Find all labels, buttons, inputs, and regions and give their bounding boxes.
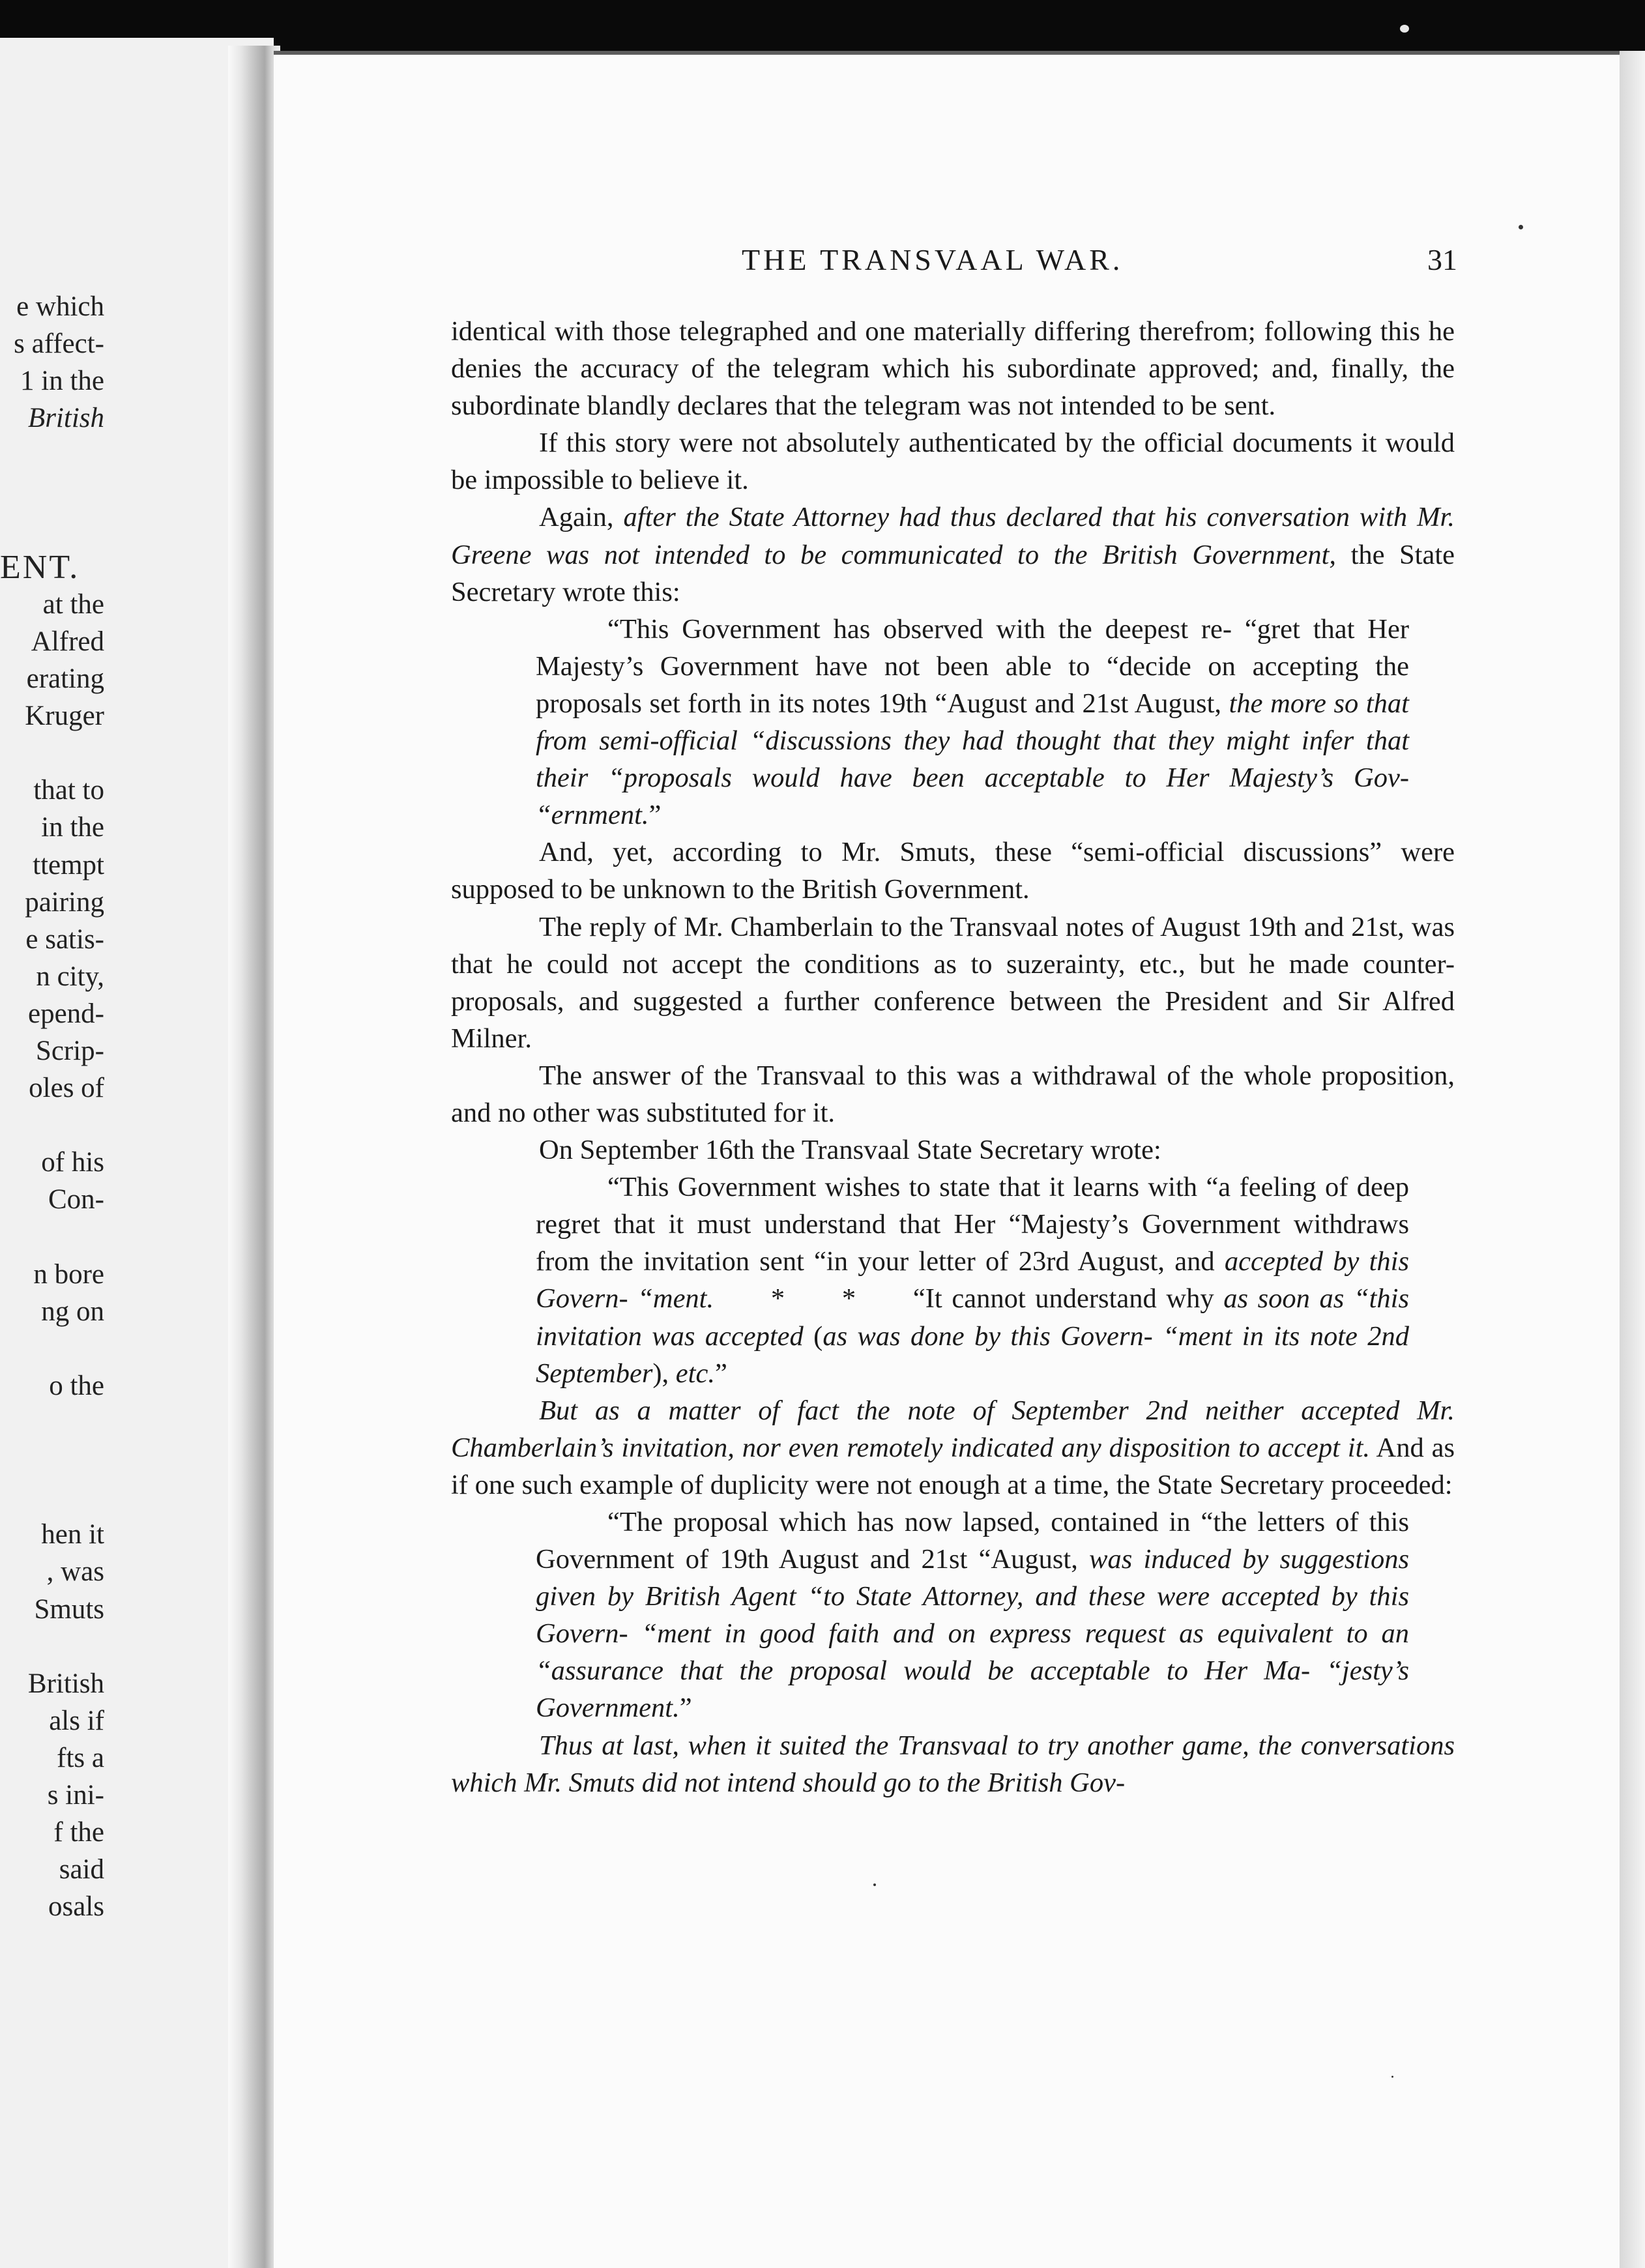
left-page-line-fragment: epend- [28, 998, 104, 1029]
left-page-line-fragment: pairing [25, 886, 104, 918]
text-run: “This Government wishes to state that it learns with “a feeling of deep regret that it must understand that Her “Majesty’s Government withdraws from the invitation sent “in your letter of 23rd August, and [536, 1172, 1409, 1277]
left-page-text-fragments [0, 288, 104, 2048]
text-run: Again, [539, 502, 624, 533]
paragraph [451, 313, 1455, 424]
left-page-line-fragment: e which [16, 291, 104, 322]
italic-text: after the State Attorney had thus declared that his conversation with Mr. Greene was not intended to be communicated to the British Government, [451, 502, 1455, 570]
left-page-line-fragment: British [27, 403, 104, 434]
left-page-line-fragment: that to [33, 775, 104, 806]
page-number: 31 [1427, 243, 1457, 276]
text-run: ” [714, 1358, 727, 1389]
italic-text: accepted by this Govern- “ment. [536, 1246, 1410, 1315]
italic-text: But as a matter of fact the note of September 2nd neither accepted Mr. Chamberlain’s invitation, nor even remotely indicated any disposition to accept it. [451, 1395, 1455, 1463]
text-run: And as if one such example of duplicity were not enough at a time, the State Secretary proceeded: [451, 1432, 1455, 1500]
italic-text: was induced by suggestions given by British Agent “to State Attorney, and these were accepted by this Govern- “ment in good faith and on express request as equivalent to an “assurance that the proposal would be acceptable to Her Ma- “jesty’s Government. [536, 1544, 1409, 1724]
ink-speck [873, 1883, 876, 1886]
running-head: THE TRANSVAAL WAR. [742, 243, 1124, 276]
italic-text: as soon as “this invitation was accepted [536, 1283, 1409, 1352]
text-run: “This Government has observed with the deepest re- “gret that Her Majesty’s Government have not been able to “decide on accepting the proposals set forth in its notes 19th “August and 21st August, [536, 613, 1409, 719]
text-run: And, yet, according to Mr. Smuts, these “semi-official discussions” were supposed to be unknown to the British Government. [451, 837, 1455, 905]
text-run: On September 16th the Transvaal State Secretary wrote: [539, 1135, 1161, 1166]
text-run: identical with those telegraphed and one materially differing therefrom; following this he denies the accuracy of the telegram which his subordinate approved; and, finally, the subordinate blandly declares that the telegram was not intended to be sent. [451, 316, 1455, 422]
left-page-line-fragment: Alfred [31, 626, 104, 657]
text-run: The answer of the Transvaal to this was a withdrawal of the whole proposition, and no other was substituted for it. [451, 1060, 1455, 1128]
left-page-line-fragment: , was [46, 1556, 104, 1588]
left-page-line-fragment: o the [49, 1370, 104, 1401]
page-top-edge [274, 51, 1623, 55]
body-text [451, 313, 1455, 1801]
paragraph [451, 424, 1455, 499]
left-page-line-fragment: fts a [57, 1742, 104, 1773]
block-quote [536, 1169, 1409, 1392]
italic-text: Thus at last, when it suited the Transvaal to try another game, the conversations which Mr. Smuts did not intend should go to the British Gov- [451, 1730, 1455, 1798]
block-quote [536, 1504, 1409, 1727]
paragraph [451, 1057, 1455, 1131]
ink-speck [1391, 2076, 1393, 2078]
left-page-heading-fragment: ENT. [0, 548, 80, 586]
text-run: ” [648, 800, 662, 831]
left-page-line-fragment: Scrip- [35, 1036, 104, 1066]
left-page-line-fragment: n city, [36, 961, 104, 992]
left-page-line-fragment: 1 in the [20, 366, 104, 397]
ink-speck [1519, 225, 1523, 229]
text-run: The reply of Mr. Chamberlain to the Transvaal notes of August 19th and 21st, was that he could not accept the conditions as to suzerainty, etc., but he made counter-proposals, and suggested a further conference between the President and Sir Alfred Milner. [451, 911, 1455, 1054]
paragraph [451, 909, 1455, 1057]
text-run: ), [652, 1358, 676, 1389]
left-page-line-fragment: s ini- [47, 1780, 104, 1810]
left-page-line-fragment: at the [42, 589, 104, 620]
italic-text: as was done by this Govern- “ment in its note 2nd September [536, 1320, 1409, 1389]
page-right-edge [1620, 51, 1645, 2268]
text-run: ( [803, 1320, 823, 1352]
ink-speck [1400, 25, 1409, 33]
left-page-line-fragment: erating [26, 663, 104, 694]
italic-text: the more so that from semi-official “discussions they had thought that they might infer that their “proposals would have been acceptable to Her Majesty’s Gov- “ernment. [536, 688, 1409, 831]
paragraph [451, 1392, 1455, 1504]
left-page-line-fragment: s affect- [14, 328, 104, 360]
left-page-line-fragment: n bore [33, 1258, 104, 1290]
left-page-line-fragment: f the [53, 1817, 104, 1848]
left-page-line-fragment: Con- [48, 1184, 104, 1215]
paragraph [451, 1727, 1455, 1801]
left-page-line-fragment: Smuts [34, 1593, 104, 1625]
paragraph [451, 499, 1455, 610]
book-gutter [228, 46, 280, 2268]
left-page-line-fragment: osals [48, 1891, 104, 1923]
left-page-line-fragment: als if [49, 1705, 104, 1736]
block-quote [536, 611, 1409, 834]
text-run: “The proposal which has now lapsed, contained in “the letters of this Government of 19th August and 21st “August, [536, 1507, 1409, 1575]
italic-text: etc. [675, 1358, 715, 1389]
page-header [456, 242, 1473, 288]
left-page-line-fragment: of his [41, 1147, 104, 1178]
text-run: * * “It cannot understand why [714, 1283, 1224, 1315]
paragraph [451, 834, 1455, 908]
left-page-line-fragment: in the [41, 812, 104, 843]
text-run: If this story were not absolutely authenticated by the official documents it would be impossible to believe it. [451, 428, 1455, 496]
left-page-line-fragment: ttempt [33, 849, 104, 880]
left-page-line-fragment: ng on [41, 1296, 104, 1327]
paragraph [451, 1131, 1455, 1169]
left-page-line-fragment: e satis- [25, 923, 104, 955]
left-page-line-fragment: hen it [41, 1519, 104, 1550]
left-page-line-fragment: said [59, 1854, 104, 1885]
text-run: the State Secretary wrote this: [451, 539, 1455, 607]
left-page-line-fragment: British [27, 1668, 104, 1699]
left-page-line-fragment: oles of [29, 1073, 104, 1104]
left-page-line-fragment: Kruger [25, 701, 104, 732]
text-run: ” [679, 1693, 692, 1724]
